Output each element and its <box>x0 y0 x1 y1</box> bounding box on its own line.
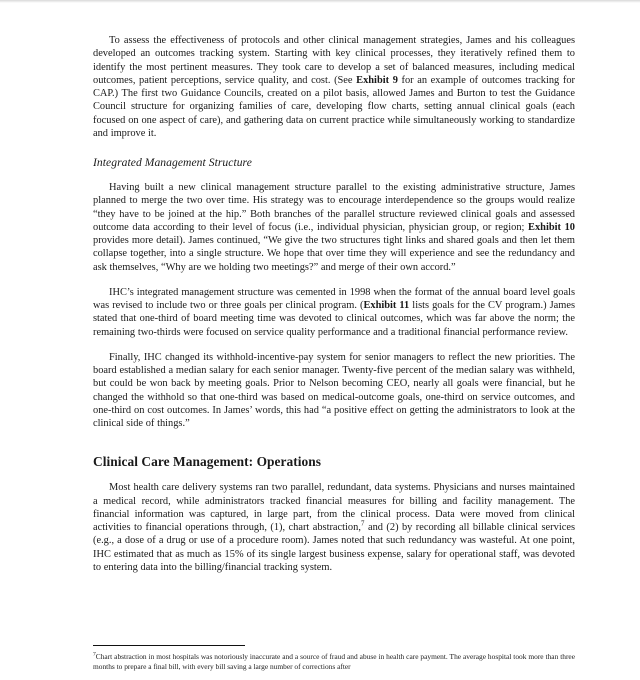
paragraph-parallel-data-systems: Most health care delivery systems ran two parallel, redundant, data systems. Physicians and nurses maintained a medical record, while administrators tracked financial measures for billing and facility management. The financial information was captured, in large part, from the clinical process. Data were moved from clinical activities to financial operations through, (1), chart abstraction,$^7$ and (2) by recording all billable clinical services (e.g., a dose of a drug or use of a procedure room). James noted that such redundancy was wasteful. At one point, IHC estimated that as much as 15% of its single largest business expense, salary for operational staff, was devoted to entering data into the billing/financial tracking system. <box>93 482 575 573</box>
footnote-marker: 7 <box>93 652 96 658</box>
footnote-clip <box>93 652 575 671</box>
exhibit-reference: Exhibit 11 <box>363 300 410 311</box>
footnote-separator-rule <box>93 645 245 646</box>
paragraph-parallel-structure: Having built a new clinical management structure parallel to the existing administrative structure, James planned to merge the two over time. His strategy was to encourage interdependence so the groups would realize “they have to be joined at the hip.” Both branches of the parallel structure reviewed clinical goals and assessed outcome data according to their level of focus (i.e., individual physician, physician group, or region; Exhibit 10 provides more detail). James continued, “We give the two structures tight links and shared goals and then let them collapse together, into a single structure. We hope that over time they will experience and see the redundancy and ask themselves, “Why are we holding two meetings?” and merge of their own accord.” <box>93 182 575 273</box>
paragraph-board-level-goals: IHC’s integrated management structure was cemented in 1998 when the format of the annual board level goals was revised to include two or three goals per clinical program. (Exhibit 11 lists goals for the CV program.) James stated that one-third of board meeting time was devoted to clinical outcomes, which was far above the norm; the remaining two-thirds were focused on service quality performance and a traditional financial performance review. <box>93 286 575 338</box>
exhibit-reference: Exhibit 10 <box>528 221 575 233</box>
footnote-7 <box>93 652 575 671</box>
paragraph-outcomes-tracking: To assess the effectiveness of protocols and other clinical management strategies, James and his colleagues developed an outcomes tracking system. Starting with key clinical processes, they iteratively refined them to identify the most pertinent measures. They took care to develop a set of balanced measures, including medical outcomes, patient perceptions, service quality, and cost. (See Exhibit 9 for an example of outcomes tracking for CAP.) The first two Guidance Councils, created on a pilot basis, allowed James and Burton to test the Guidance Council structure for organizing families of care, developing flow charts, setting annual clinical goals (each focused on one aspect of care), and gathering data on current practice while simultaneously working to standardize and improve it. <box>93 35 575 139</box>
subsection-heading-integrated-management-structure: Integrated Management Structure <box>93 156 252 169</box>
footnote-text: Chart abstraction in most hospitals was notoriously inaccurate and a source of fraud and abuse in health care payment. The average hospital took more than three months to prepare a final bill, with every bill saving a large number of corrections after <box>93 652 575 671</box>
footnote-area <box>93 645 575 671</box>
footnote-reference-mark: 7 <box>360 519 365 528</box>
exhibit-reference: Exhibit 9 <box>356 74 398 86</box>
paragraph-withhold-incentive-pay: Finally, IHC changed its withhold-incentive-pay system for senior managers to reflect the new priorities. The board established a median salary for each senior manager. Twenty-five percent of the median salary was withheld, but could be won back by meeting goals. Prior to Nelson becoming CEO, nearly all goals were financial, but he changed the withhold so that one-third was based on medical-outcome goals, one-third on service outcomes, and one-third on cost outcomes. In James’ words, this had “a positive effect on getting the administrators to look at the clinical side of things.” <box>93 351 575 429</box>
section-heading-clinical-care-management-operations: Clinical Care Management: Operations <box>93 454 322 470</box>
page-content <box>93 34 575 586</box>
